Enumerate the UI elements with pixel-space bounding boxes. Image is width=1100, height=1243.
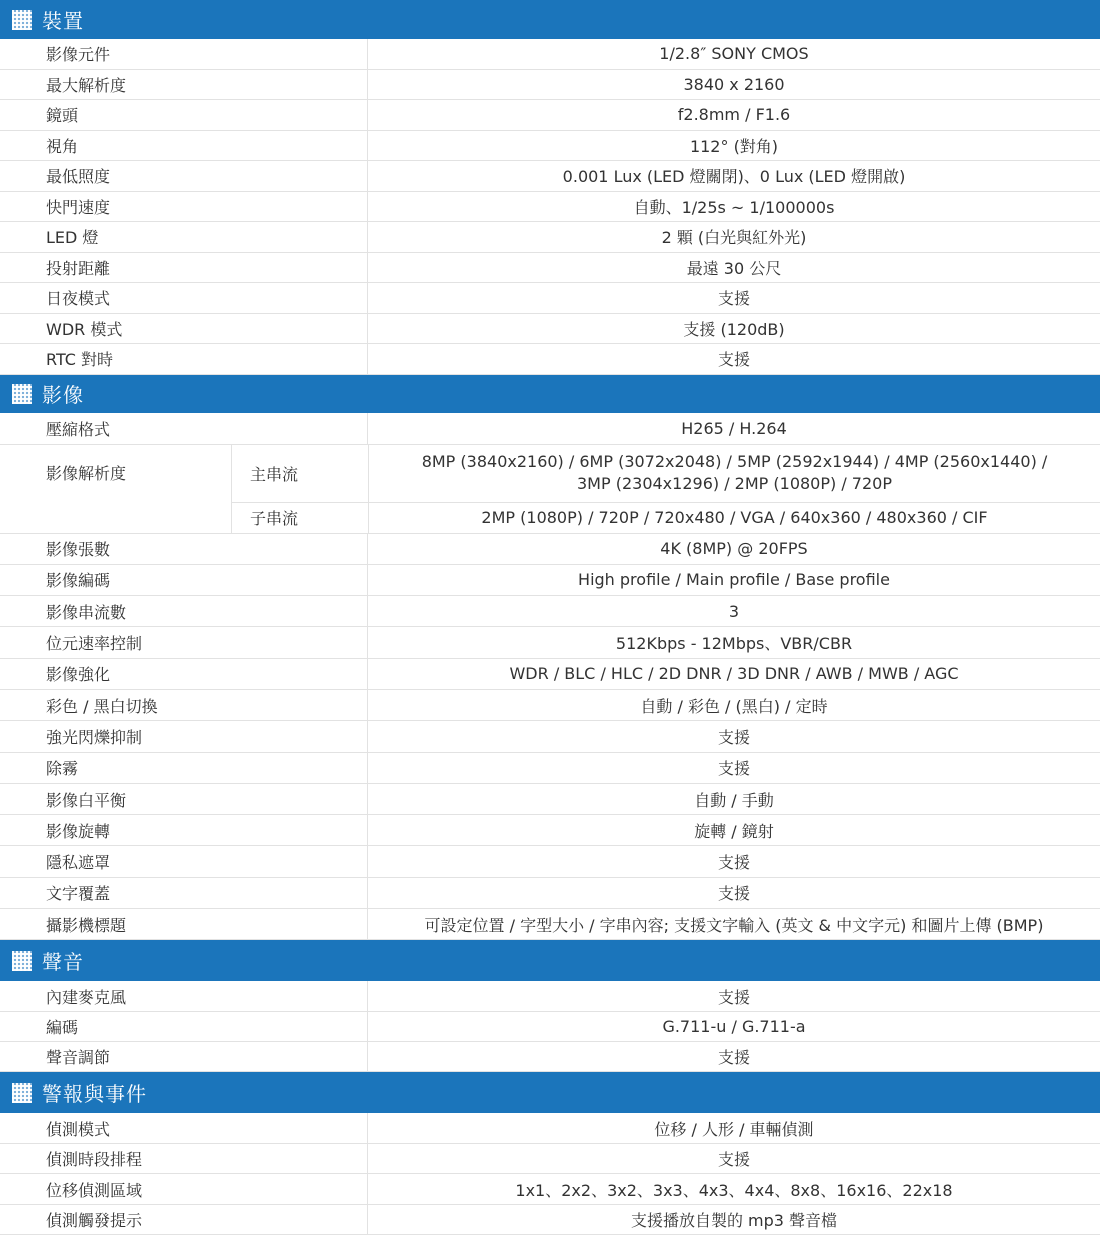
spec-row (0, 222, 1100, 253)
spec-row (0, 627, 1100, 658)
main-stream-line-1: 8MP (3840x2160) / 6MP (3072x2048) / 5MP (2592x1944) / 4MP (2560x1440) / (421, 452, 1048, 471)
spec-value: WDR / BLC / HLC / 2D DNR / 3D DNR / AWB / MWB / AGC (509, 664, 959, 684)
spec-label: 編碼 (0, 1012, 368, 1041)
sub-value: 2MP (1080P) / 720P / 720x480 / VGA / 640x360 / 480x360 / CIF (481, 507, 988, 527)
spec-value: 3840 x 2160 (683, 74, 785, 94)
spec-label: 強光閃爍抑制 (0, 721, 368, 751)
spec-row (0, 253, 1100, 284)
spec-value: 自動、1/25s ~ 1/100000s (633, 197, 835, 217)
spec-label: 聲音調節 (0, 1042, 368, 1071)
spec-row (0, 721, 1100, 752)
resolution-row (0, 445, 1100, 534)
spec-row (0, 131, 1100, 162)
spec-value: 支援 (120dB) (683, 319, 785, 339)
spec-row (0, 753, 1100, 784)
section-title: 聲音 (42, 950, 84, 975)
sub-value (369, 445, 1100, 502)
spec-value: f2.8mm / F1.6 (677, 105, 791, 125)
spec-label: 影像編碼 (0, 565, 368, 595)
spec-label: 隱私遮罩 (0, 846, 368, 876)
spec-value: 2 顆 (白光與紅外光) (661, 228, 807, 248)
spec-label: 投射距離 (0, 253, 368, 283)
spec-label: 視角 (0, 131, 368, 161)
spec-label: 文字覆蓋 (0, 878, 368, 908)
spec-label: 壓縮格式 (0, 413, 368, 444)
spec-row (0, 39, 1100, 70)
section-header-video (0, 375, 1100, 413)
video-spec-list (0, 534, 1100, 941)
spec-value: 1/2.8″ SONY CMOS (659, 44, 809, 64)
spec-label: 彩色 / 黑白切換 (0, 690, 368, 720)
spec-label: WDR 模式 (0, 314, 368, 344)
spec-label: RTC 對時 (0, 344, 368, 374)
spec-value: 支援播放自製的 mp3 聲音檔 (630, 1211, 838, 1230)
spec-row (0, 659, 1100, 690)
spec-row (0, 784, 1100, 815)
spec-row (0, 565, 1100, 596)
spec-label: 影像張數 (0, 534, 368, 564)
section-header-audio (0, 940, 1100, 981)
spec-value: 支援 (717, 759, 750, 779)
section-title: 警報與事件 (42, 1082, 147, 1107)
spec-value: 4K (8MP) @ 20FPS (660, 539, 808, 559)
spec-label: 影像元件 (0, 39, 368, 69)
spec-label: 影像旋轉 (0, 815, 368, 845)
spec-label: 攝影機標題 (0, 909, 368, 939)
spec-row (0, 878, 1100, 909)
spec-value: 支援 (717, 350, 750, 370)
spec-value: 最遠 30 公尺 (686, 258, 782, 278)
spec-row (0, 1042, 1100, 1072)
spec-label: 偵測時段排程 (0, 1144, 368, 1174)
spec-label: 最大解析度 (0, 70, 368, 100)
spec-value: 1x1、2x2、3x2、3x3、4x3、4x4、8x8、16x16、22x18 (515, 1180, 953, 1200)
spec-value: 支援 (717, 1048, 750, 1068)
spec-value: 3 (728, 601, 740, 621)
sub-stream-row (232, 503, 1100, 533)
spec-value: 512Kbps - 12Mbps、VBR/CBR (615, 634, 853, 654)
spec-row (0, 1144, 1100, 1175)
spec-value: High profile / Main profile / Base profile (578, 570, 890, 590)
spec-label: 日夜模式 (0, 283, 368, 313)
spec-row (0, 314, 1100, 345)
spec-value: 可設定位置 / 字型大小 / 字串內容; 支援文字輸入 (英文 & 中文字元) 和圖片上傳 (BMP) (424, 915, 1044, 935)
spec-value: H265 / H.264 (681, 418, 787, 438)
spec-value: 自動 / 手動 (694, 790, 774, 810)
spec-value: 支援 (717, 987, 750, 1007)
spec-label: 位移偵測區域 (0, 1174, 368, 1204)
spec-label: 快門速度 (0, 192, 368, 222)
spec-value: 自動 / 彩色 / (黑白) / 定時 (640, 696, 828, 716)
spec-row (0, 846, 1100, 877)
spec-value: 旋轉 / 鏡射 (694, 821, 774, 841)
spec-label: LED 燈 (0, 222, 368, 252)
spec-row (0, 815, 1100, 846)
spec-value: 支援 (717, 727, 750, 747)
spec-value: 支援 (717, 853, 750, 873)
grid-icon (12, 1083, 32, 1103)
spec-value: 0.001 Lux (LED 燈關閉)、0 Lux (LED 燈開啟) (562, 167, 906, 187)
spec-row (0, 981, 1100, 1011)
section-title: 影像 (42, 383, 84, 407)
spec-row (0, 192, 1100, 223)
spec-label: 除霧 (0, 753, 368, 783)
spec-row (0, 1012, 1100, 1042)
section-title: 裝置 (42, 9, 84, 33)
spec-row (0, 344, 1100, 375)
grid-icon (12, 951, 32, 971)
section-header-alarm (0, 1072, 1100, 1113)
spec-row (0, 161, 1100, 192)
spec-label: 最低照度 (0, 161, 368, 191)
device-spec-list (0, 39, 1100, 375)
spec-value: 位移 / 人形 / 車輛偵測 (654, 1119, 814, 1139)
sub-label: 子串流 (232, 503, 369, 533)
spec-value: 112° (對角) (689, 136, 779, 156)
resolution-subrows (232, 445, 1100, 533)
spec-label: 影像強化 (0, 659, 368, 689)
spec-row (0, 100, 1100, 131)
spec-label: 鏡頭 (0, 100, 368, 130)
spec-row (0, 690, 1100, 721)
grid-icon (12, 10, 32, 30)
spec-value: G.711-u / G.711-a (662, 1016, 806, 1036)
spec-label: 位元速率控制 (0, 627, 368, 657)
spec-row (0, 909, 1100, 940)
main-stream-row (232, 445, 1100, 503)
spec-label: 影像串流數 (0, 596, 368, 626)
grid-icon (12, 384, 32, 404)
spec-row (0, 1205, 1100, 1236)
sub-label: 主串流 (232, 445, 369, 502)
spec-row (0, 413, 1100, 445)
spec-label: 偵測觸發提示 (0, 1205, 368, 1235)
audio-spec-list (0, 981, 1100, 1072)
spec-row (0, 283, 1100, 314)
main-stream-line-2: 3MP (2304x1296) / 2MP (1080P) / 720P (577, 474, 892, 493)
spec-value: 支援 (717, 884, 750, 904)
spec-label: 影像解析度 (0, 445, 232, 533)
spec-row (0, 534, 1100, 565)
alarm-spec-list (0, 1113, 1100, 1235)
spec-label: 內建麥克風 (0, 981, 368, 1010)
section-header-device (0, 0, 1100, 39)
spec-row (0, 1113, 1100, 1144)
spec-row (0, 70, 1100, 101)
spec-row (0, 596, 1100, 627)
spec-value: 支援 (717, 289, 750, 309)
spec-label: 偵測模式 (0, 1113, 368, 1143)
spec-row (0, 1174, 1100, 1205)
spec-label: 影像白平衡 (0, 784, 368, 814)
spec-value: 支援 (717, 1150, 750, 1169)
